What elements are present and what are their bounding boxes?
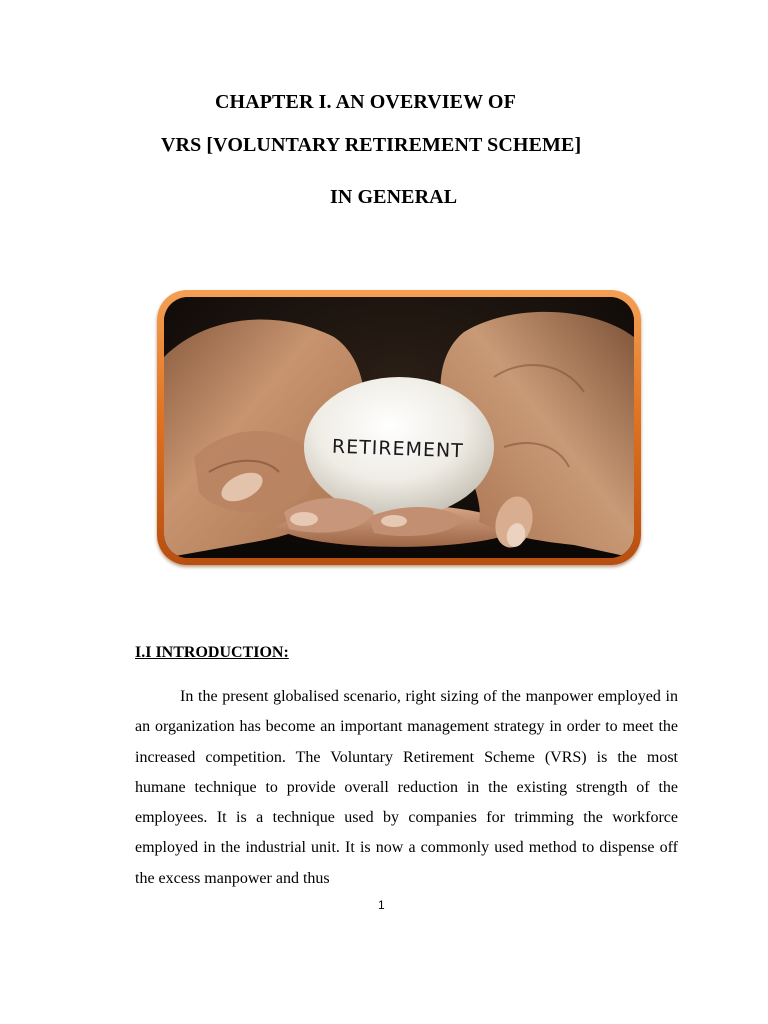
chapter-title-line-3: IN GENERAL [330,186,458,208]
section-heading-introduction: I.I INTRODUCTION: [135,644,289,661]
introduction-paragraph: In the present globalised scenario, right sizing of the manpower employed in an organization has become an important management strategy in order to meet the increased competition. The Voluntary Retirement Scheme (VRS) is the most humane technique to provide overall reduction in the existing strength of the employees. It is a technique used by companies for trimming the workforce employed in the industrial unit. It is now a commonly used method to dispense off the excess manpower and thus [135,688,678,887]
page-number: 1 [378,898,385,912]
chapter-title-line-2: VRS [VOLUNTARY RETIREMENT SCHEME] [161,134,582,156]
hands-holding-egg-illustration [164,297,634,558]
retirement-photo [164,297,634,558]
egg-text: RETIREMENT [331,435,465,463]
chapter-title-line-1: CHAPTER I. AN OVERVIEW OF [215,91,516,113]
retirement-photo-frame [157,290,641,565]
